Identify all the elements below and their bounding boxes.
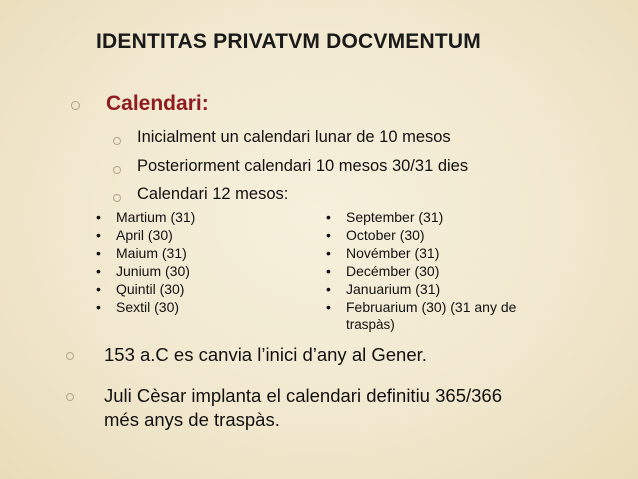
month-label: Decémber (30) [346,263,440,279]
month-item [96,208,195,226]
slide-title: IDENTITAS PRIVATVM DOCVMENTUM [96,30,481,53]
month-item [96,262,190,280]
circle-bullet-icon [66,393,74,401]
month-item [326,298,516,316]
point-julian-calendar-line2: més anys de traspàs. [104,409,280,430]
month-item [326,280,440,298]
bullet-dot: • [326,209,331,225]
point-new-year: 153 a.C es canvia l’inici d’any al Gener. [104,344,427,365]
sub-item-twelve-months: Calendari 12 mesos: [137,185,289,203]
month-label: Novémber (31) [346,245,440,261]
month-item [326,226,425,244]
bullet-dot: • [326,263,331,279]
bullet-dot: • [96,263,101,279]
month-label: Januarium (31) [346,281,441,297]
month-label: Sextil (30) [116,299,180,315]
circle-bullet-icon [113,194,121,202]
month-item [96,244,187,262]
circle-bullet-icon [71,101,80,110]
month-item [96,298,179,316]
bullet-dot: • [96,281,101,297]
month-label: traspàs) [346,317,395,332]
month-label: Quintil (30) [116,281,185,297]
circle-bullet-icon [113,166,121,174]
bullet-dot: • [96,209,101,225]
calendar-heading: Calendari: [106,92,209,115]
sub-item-lunar: Inicialment un calendari lunar de 10 mesos [137,128,451,146]
month-item [96,226,173,244]
month-label: October (30) [346,227,425,243]
month-label: Maium (31) [116,245,187,261]
bullet-dot: • [326,281,331,297]
circle-bullet-icon [113,137,121,145]
circle-bullet-icon [66,352,74,360]
month-item [326,208,443,226]
month-item [326,262,439,280]
month-item [326,244,439,262]
bullet-dot: • [326,227,331,243]
bullet-dot: • [96,245,101,261]
month-item-continuation [346,316,395,334]
sub-item-ten-months: Posteriorment calendari 10 mesos 30/31 dies [137,157,469,175]
bullet-dot: • [326,299,331,315]
month-label: September (31) [346,209,444,225]
month-item [96,280,184,298]
month-label: Martium (31) [116,209,196,225]
bullet-dot: • [96,299,101,315]
bullet-dot: • [96,227,101,243]
bullet-dot: • [326,245,331,261]
point-julian-calendar-line1: Juli Cèsar implanta el calendari definitiu 365/366 [104,385,502,406]
month-label: April (30) [116,227,173,243]
month-label: Februarium (30) (31 any de [346,299,517,315]
month-label: Junium (30) [116,263,190,279]
